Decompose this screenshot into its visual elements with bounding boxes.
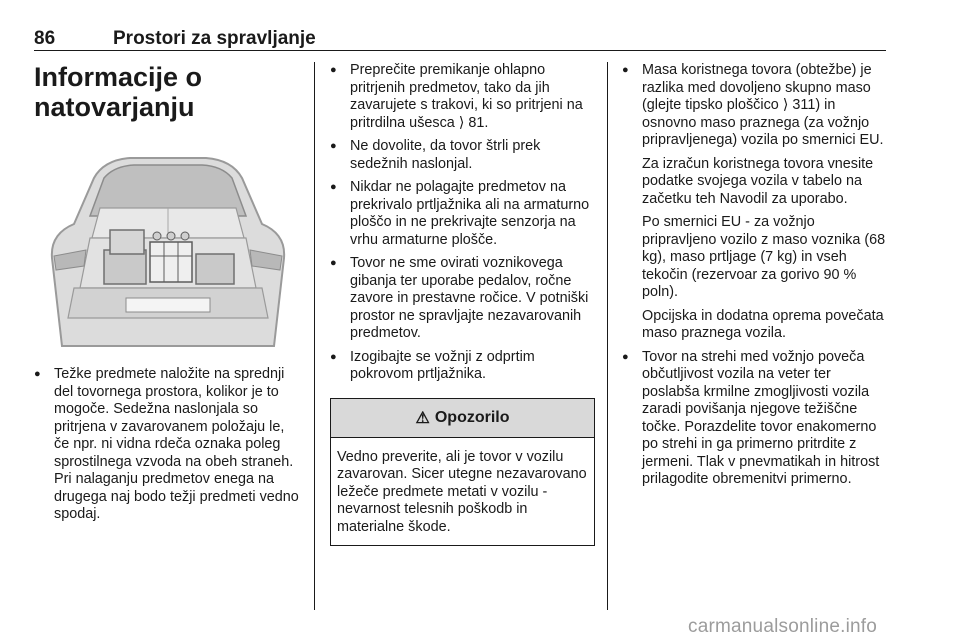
list-item: ● Ne dovolite, da tovor štrli prek sedežnih naslonjal. [330,138,595,173]
column-2 [330,62,595,546]
header-rule [34,50,886,51]
list-item: ● Preprečite premikanje ohlapno pritrjenih predmetov, tako da jih zavarujete s trakovi, ki so pritrjeni na pritrdilna ušesca ⟩ 81. [330,62,595,132]
bullet-list-col2 [330,62,595,384]
column-1 [34,62,300,530]
car-trunk-illustration [34,138,300,352]
page-number: 86 [34,28,56,49]
column-divider-1 [314,62,315,610]
column-divider-2 [607,62,608,610]
bullet-list-col1 [34,366,300,524]
list-item: ● Nikdar ne polagajte predmetov na prekrivalo prtljažnika ali na armaturno ploščo in ne prekrivajte senzorja na vrhu armaturne plošče. [330,179,595,249]
warning-text: Vedno preverite, ali je tovor v vozilu zavarovan. Sicer utegne nezavarovano ležeče predmete metati v vozilu - nevarnost telesnih poškodb in materialne škode. [337,448,587,535]
warning-box [330,398,595,547]
warning-triangle-icon: ⚠ [415,409,430,427]
warning-title: Opozorilo [434,408,510,426]
car-trunk-loaded-luggage-icon [34,138,300,352]
section-title: Informacije o natovarjanju [34,62,203,122]
paragraph: Opcijska in dodatna oprema povečata maso praznega vozila. [642,307,884,341]
paragraph: Po smernici EU - za vožnjo pripravljeno vozilo z maso voznika (68 kg), maso prtljage (7 kg) in vseh tekočin (rezervoar za gorivo 90 % poln). [642,214,886,300]
running-title: Prostori za spravljanje [113,28,316,49]
watermark: carmanualsonline.info [688,616,878,637]
bullet-list-col3 [622,62,888,489]
warning-header [331,399,594,438]
list-item: ● Tovor na strehi med vožnjo poveča občutljivost vozila na veter ter poslabša krmilne zmogljivosti vozila zaradi povišanja njegove težiščne točke. Porazdelite tovor enakomerno po strehi in ga primerno pritrdite z jermeni. Tlak v pnevmatikah in hitrost prilagodite obremenitvi primerno. [622,349,888,489]
list-item: ● Izogibajte se vožnji z odprtim pokrovom prtljažnika. [330,349,595,384]
paragraph: Za izračun koristnega tovora vnesite podatke svojega vozila v tabelo na začetku teh Navodil za uporabo. [642,155,874,207]
list-item: ● Tovor ne sme ovirati voznikovega gibanja ter uporabe pedalov, ročne zavore in prestavne ročice. V potniški prostor ne spravljajte nezavarovanih predmetov. [330,255,595,343]
column-3 [622,62,888,495]
list-item [622,62,888,343]
bullet-text: Masa koristnega tovora (obtežbe) je razlika med dovoljeno skupno maso (glejte tipsko ploščico ⟩ 311) in osnovno maso praznega (za vožnjo pripravljenega) vozila po smernici EU. [642,62,884,148]
list-item: ● Težke predmete naložite na sprednji del tovornega prostora, kolikor je to mogoče. Sedežna naslonjala so pritrjena v zavarovanem položaju le, če npr. ni vidna rdeča oznaka poleg sprostilnega vzvoda na obeh straneh. Pri nalaganju predmetov enega na drugega naj bodo težji predmeti vedno spodaj. [34,366,300,524]
